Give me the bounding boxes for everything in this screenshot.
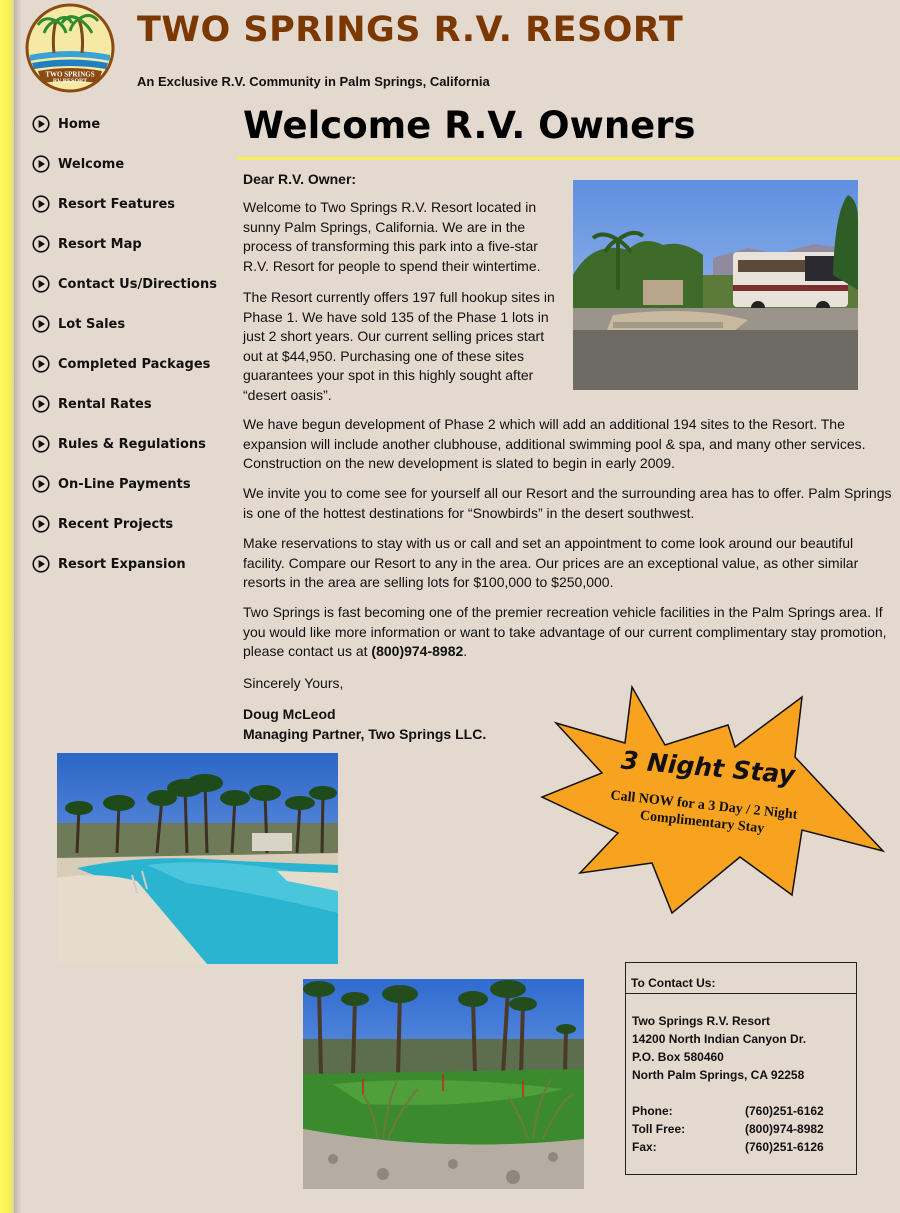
phone-label: Phone:	[632, 1104, 673, 1118]
nav-item-welcome[interactable]	[32, 144, 232, 184]
nav-item-resort-expansion[interactable]	[32, 544, 232, 584]
fax-number: (760)251-6126	[745, 1140, 824, 1154]
letter-closing: Sincerely Yours,	[243, 675, 344, 691]
play-arrow-icon	[32, 155, 50, 173]
nav-label: Resort Map	[58, 236, 142, 252]
nav-label: On-Line Payments	[58, 476, 191, 492]
nav-item-recent-projects[interactable]	[32, 504, 232, 544]
paragraph-contact-promo	[243, 603, 893, 662]
nav-item-completed-packages[interactable]	[32, 344, 232, 384]
paragraph-welcome: Welcome to Two Springs R.V. Resort located in sunny Palm Springs, California. We are in the process of transforming this park into a five-star R.V. Resort for people to spend their wintertime.	[243, 199, 541, 274]
contact-heading: To Contact Us:	[626, 963, 856, 994]
paragraph-contact-text: Two Springs is fast becoming one of the premier recreation vehicle facilities in the Palm Springs area. If you would like more information or want to take advantage of our current complimentary stay promotion, please contact us at	[243, 604, 887, 659]
nav-label: Lot Sales	[58, 316, 126, 332]
paragraph-phase1: The Resort currently offers 197 full hookup sites in Phase 1. We have sold 135 of the Phase 1 lots in just 2 short years. Our current selling prices start out at $44,950. Purchasing one of these sites guarantees your spot in this highly sought after “desert oasis”.	[243, 289, 555, 403]
toll-free-label: Toll Free:	[632, 1122, 686, 1136]
putting-green-photo	[303, 979, 584, 1189]
left-bar-shadow	[14, 0, 22, 1213]
fax-row	[632, 1138, 856, 1156]
nav-item-resort-features[interactable]	[32, 184, 232, 224]
nav-item-rental-rates[interactable]	[32, 384, 232, 424]
signer-name: Doug McLeod	[243, 706, 336, 722]
title-divider	[237, 157, 900, 160]
nav-item-lot-sales[interactable]	[32, 304, 232, 344]
rv-site-photo	[573, 180, 858, 390]
play-arrow-icon	[32, 515, 50, 533]
contact-city: North Palm Springs, CA 92258	[632, 1068, 805, 1082]
site-tagline: An Exclusive R.V. Community in Palm Springs, California	[137, 74, 490, 89]
nav-item-home[interactable]	[32, 104, 232, 144]
letter-greeting: Dear R.V. Owner:	[243, 171, 357, 187]
play-arrow-icon	[32, 115, 50, 133]
promo-phone-number: (800)974-8982	[371, 643, 464, 659]
promo-starburst[interactable]	[540, 685, 888, 917]
contact-street: 14200 North Indian Canyon Dr.	[632, 1032, 807, 1046]
nav-item-resort-map[interactable]	[32, 224, 232, 264]
nav-label: Recent Projects	[58, 516, 174, 532]
toll-free-number[interactable]: (800)974-8982	[745, 1122, 824, 1136]
sidebar-nav	[32, 104, 232, 584]
resort-logo[interactable]	[24, 3, 116, 93]
play-arrow-icon	[32, 275, 50, 293]
contact-name: Two Springs R.V. Resort	[632, 1014, 771, 1028]
play-arrow-icon	[32, 555, 50, 573]
toll-free-row	[632, 1120, 856, 1138]
contact-po-box: P.O. Box 580460	[632, 1050, 724, 1064]
nav-label: Welcome	[58, 156, 125, 172]
promo-subtitle: Call NOW for a 3 Day / 2 Night Complimentary Stay	[609, 788, 799, 837]
play-arrow-icon	[32, 475, 50, 493]
paragraph-phase2: We have begun development of Phase 2 which will add an additional 194 sites to the Resort. The expansion will include another clubhouse, additional swimming pool & spa, and many other services. Construction on the new development is slated to begin in early 2009.	[243, 416, 866, 471]
contact-box	[625, 962, 857, 1175]
play-arrow-icon	[32, 435, 50, 453]
paragraph-reservations: Make reservations to stay with us or call and set an appointment to come look around our beautiful facility. Compare our Resort to any in the area. Our prices are an exceptional value, as other similar resorts in the area are selling lots for $100,000 to $250,000.	[243, 535, 859, 590]
letter-signature	[243, 705, 486, 744]
page-title: Welcome R.V. Owners	[243, 104, 696, 147]
nav-item-rules-regulations[interactable]	[32, 424, 232, 464]
contact-address	[626, 994, 856, 1084]
play-arrow-icon	[32, 395, 50, 413]
pool-photo	[57, 753, 338, 964]
play-arrow-icon	[32, 315, 50, 333]
paragraph-invite: We invite you to come see for yourself all our Resort and the surrounding area has to offer. Palm Springs is one of the hottest destinations for “Snowbirds” in the desert southwest.	[243, 485, 892, 521]
nav-item-online-payments[interactable]	[32, 464, 232, 504]
nav-label: Contact Us/Directions	[58, 276, 217, 292]
phone-number[interactable]: (760)251-6162	[745, 1104, 824, 1118]
logo-text-line1: TWO SPRINGS	[45, 70, 95, 79]
nav-label: Resort Expansion	[58, 556, 186, 572]
site-title: TWO SPRINGS R.V. RESORT	[137, 10, 684, 50]
logo-text-line2: RV RESORT	[52, 78, 88, 85]
play-arrow-icon	[32, 235, 50, 253]
nav-label: Resort Features	[58, 196, 176, 212]
play-arrow-icon	[32, 195, 50, 213]
paragraph-end: .	[463, 643, 468, 659]
contact-phones	[626, 1084, 856, 1156]
signer-title: Managing Partner, Two Springs LLC.	[243, 725, 487, 742]
left-yellow-bar	[0, 0, 14, 1213]
nav-label: Home	[58, 116, 101, 132]
fax-label: Fax:	[632, 1140, 657, 1154]
promo-title: 3 Night Stay	[619, 745, 797, 790]
nav-label: Rental Rates	[58, 396, 152, 412]
nav-label: Rules & Regulations	[58, 436, 206, 452]
play-arrow-icon	[32, 355, 50, 373]
nav-label: Completed Packages	[58, 356, 211, 372]
phone-row	[632, 1102, 856, 1120]
nav-item-contact-directions[interactable]	[32, 264, 232, 304]
